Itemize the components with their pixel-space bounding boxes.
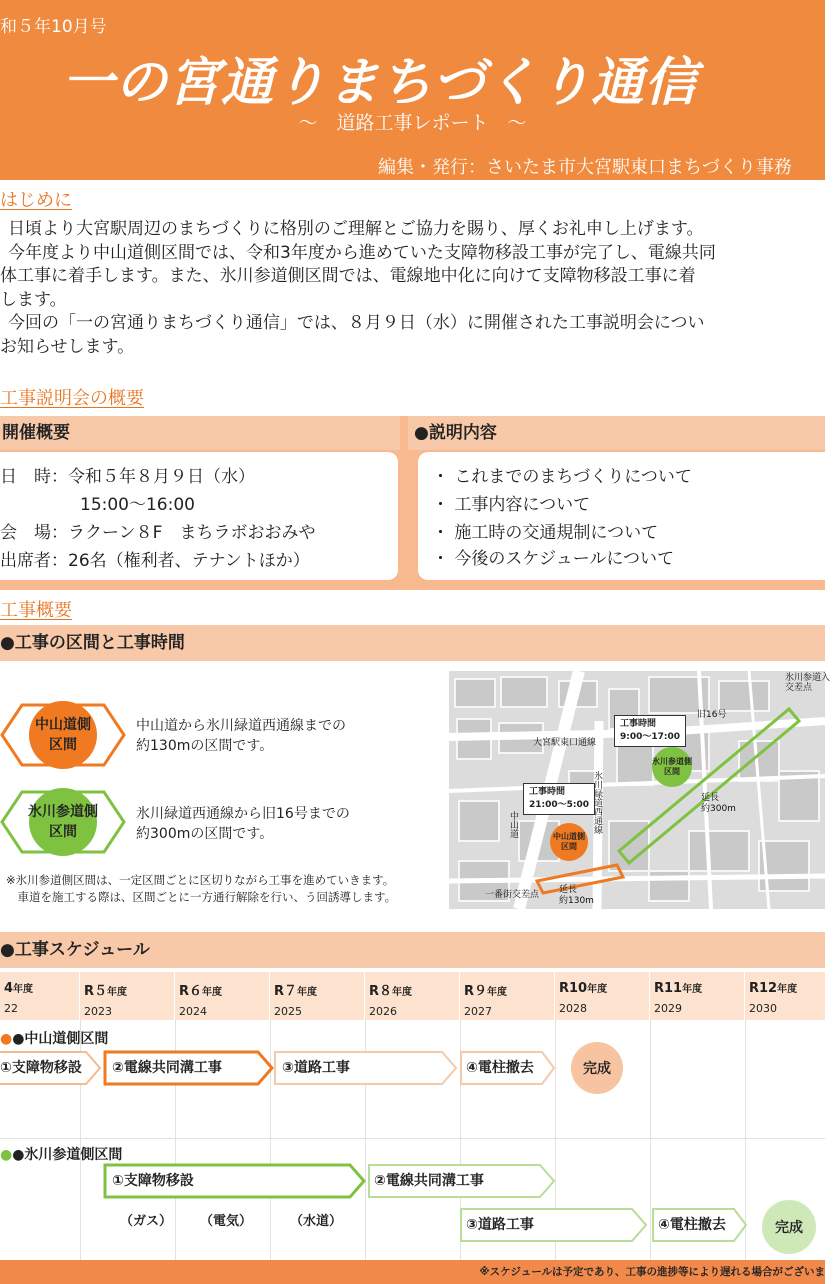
year-header: R８年度 2026 — [365, 972, 460, 1020]
newsletter-subtitle: ～ 道路工事レポート ～ — [298, 112, 527, 134]
year-header: R11年度 2029 — [650, 972, 745, 1020]
hikawa-task-label: ①支障物移設 — [112, 1173, 194, 1189]
row-value: ラクーン８F まちラボおおみや — [68, 523, 316, 543]
hikawa-task-label: ④電柱撤去 — [658, 1217, 726, 1233]
year-header: R12年度 2030 — [745, 972, 825, 1020]
works-map — [449, 671, 831, 909]
nakasendo-description: 中山道から氷川緑道西通線までの 約130mの区間です。 — [136, 718, 346, 754]
nakasendo-row-title: ●●中山道側区間 — [0, 1031, 109, 1047]
works-heading: 工事概要 — [0, 600, 72, 621]
year-header: R10年度 2028 — [555, 972, 650, 1020]
map-hikawa-intersection: 氷川参道入 交差点 — [785, 673, 831, 693]
nakasendo-task-label: ④電柱撤去 — [466, 1060, 534, 1076]
bullet-item: ・ 施工時の交通規制について — [432, 523, 659, 543]
year-header: R７年度 2025 — [270, 972, 365, 1020]
hikawa-label: 氷川参道側 区間 — [28, 804, 98, 840]
intro-line: 体工事に着手します。また、氷川参道側区間では、電線地中化に向けて支障物移設工事に着 — [0, 266, 696, 286]
year-header: R６年度 2024 — [175, 972, 270, 1020]
map-intersection: 一番街交差点 — [485, 890, 540, 900]
row-value: 15:00～16:00 — [80, 495, 195, 515]
intro-line: 今年度より中山道側区間では、令和3年度から進めていた支障物移設工事が完了し、電線共同 — [8, 242, 716, 263]
intro-line: します。 — [0, 289, 67, 310]
header-banner — [0, 0, 825, 180]
publisher: 編集・発行：さいたま市大宮駅東口まちづくり事務 — [378, 157, 792, 178]
nakasendo-complete: 完成 — [571, 1042, 623, 1094]
sub-label-gas: （ガス） — [120, 1214, 173, 1229]
map-route16: 旧16号 — [697, 710, 727, 720]
sub-label-water: （水道） — [290, 1214, 343, 1229]
schedule-table — [0, 972, 825, 1260]
row-value: 令和５年８月９日（水） — [68, 467, 255, 487]
briefing-heading: 工事説明会の概要 — [0, 388, 144, 409]
nakasendo-task-label: ①支障物移設 — [0, 1060, 82, 1076]
summary-card — [0, 452, 398, 580]
map-nakasendo-road: 中山道 — [508, 811, 518, 838]
map-ryokudo-road: 氷川緑道西通線 — [592, 771, 602, 834]
year-header: 4年度 22 — [0, 972, 80, 1020]
issue-date: 和５年10月号 — [0, 17, 107, 37]
schedule-band: ●工事スケジュール — [0, 932, 825, 968]
nakasendo-label: 中山道側 区間 — [35, 717, 91, 753]
intro-line: 今回の「一の宮通りまちづくり通信」では、８月９日（水）に開催された工事説明会につい — [8, 313, 705, 333]
row-label: 日 時： — [0, 467, 68, 487]
year-header: R９年度 2027 — [460, 972, 555, 1020]
hikawa-description: 氷川緑道西通線から旧16号までの 約300mの区間です。 — [136, 806, 350, 842]
intro-heading: はじめに — [0, 190, 72, 211]
content-card — [418, 452, 838, 580]
bullet-item: ・ 工事内容について — [432, 495, 591, 515]
map-nakasendo-marker: 中山道側 区間 — [550, 823, 588, 861]
map-streets — [449, 671, 825, 909]
section-band: ●工事の区間と工事時間 — [0, 625, 825, 661]
year-header: R５年度 2023 — [80, 972, 175, 1020]
hikawa-row-title: ●●氷川参道側区間 — [0, 1147, 123, 1163]
map-hikawa-marker: 氷川参道側 区間 — [652, 747, 692, 787]
intro-line: お知らせします。 — [0, 336, 135, 357]
newsletter-title: 一の宮通りまちづくり通信 — [62, 53, 698, 113]
hikawa-task-label: ③道路工事 — [466, 1217, 534, 1233]
bullet-item: ・ 今後のスケジュールについて — [432, 549, 675, 569]
summary-title: 開催概要 — [0, 416, 400, 450]
sub-label-electric: （電気） — [200, 1214, 253, 1229]
row-label: 出席者： — [0, 551, 68, 571]
bullet-item: ・ これまでのまちづくりについて — [432, 467, 692, 487]
nakasendo-task-label: ②電線共同溝工事 — [112, 1060, 222, 1076]
map-length-130: 延長 約130m — [559, 885, 594, 906]
map-length-300: 延長 約300m — [701, 793, 736, 814]
content-title: ●説明内容 — [408, 416, 825, 450]
map-omiya-line: 大宮駅東口通線 — [533, 738, 597, 748]
intro-text — [0, 218, 825, 359]
nakasendo-task-label: ③道路工事 — [282, 1060, 350, 1076]
schedule-footnote: ※スケジュールは予定であり、工事の進捗等により遅れる場合がございま — [479, 1266, 825, 1278]
row-label: 会 場： — [0, 523, 68, 543]
map-time-box-hikawa: 工事時間 9:00～17:00 — [614, 715, 686, 747]
intro-line: 日頃より大宮駅周辺のまちづくりに格別のご理解とご協力を賜り、厚くお礼申し上げます。 — [8, 219, 704, 239]
works-note: ※氷川参道側区間は、一定区間ごとに区切りながら工事を進めていきます。 車道を施工する際は、区間ごとに一方通行解除を行い、う回誘導します。 — [6, 873, 397, 904]
row-value: 26名（権利者、テナントほか） — [68, 551, 310, 571]
hikawa-task-label: ②電線共同溝工事 — [374, 1173, 484, 1189]
hikawa-complete: 完成 — [762, 1200, 816, 1254]
map-time-box-nakasendo: 工事時間 21:00～5:00 — [523, 783, 595, 815]
